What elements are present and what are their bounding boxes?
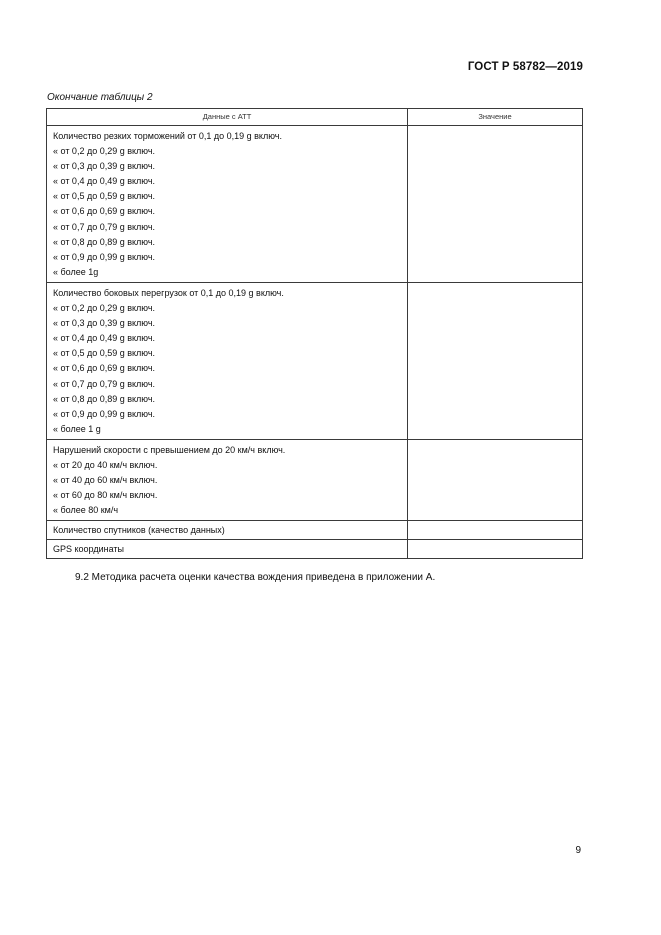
row-line: Количество боковых перегрузок от 0,1 до 0,19 g включ. [53,287,284,298]
row-value-cell [408,521,583,540]
table-header-row [47,109,583,126]
row-value-cell [408,126,583,283]
row-line: « от 60 до 80 км/ч включ. [53,490,158,501]
row-label-cell [47,521,408,540]
row-line: GPS координаты [53,544,125,555]
table-caption: Окончание таблицы 2 [47,92,153,103]
body-paragraph: 9.2 Методика расчета оценки качества вождения приведена в приложении А. [75,572,436,583]
table-row-speeding [47,439,583,520]
table-row-lateral-overload [47,282,583,439]
row-line: « от 0,8 до 0,89 g включ. [53,393,156,404]
row-value-cell [408,540,583,559]
row-line: « от 0,5 до 0,59 g включ. [53,191,156,202]
page-number: 9 [575,845,581,856]
row-line: « от 0,7 до 0,79 g включ. [53,378,156,389]
row-line: « от 40 до 60 км/ч включ. [53,475,158,486]
row-line: « от 0,6 до 0,69 g включ. [53,206,156,217]
row-line: « от 0,9 до 0,99 g включ. [53,408,156,419]
row-line: « от 0,4 до 0,49 g включ. [53,176,156,187]
data-table [46,108,583,559]
row-label-cell [47,126,408,283]
row-label-cell [47,540,408,559]
table-row-harsh-braking [47,126,583,283]
row-line: « от 0,2 до 0,29 g включ. [53,146,156,157]
standard-code: ГОСТ Р 58782—2019 [467,61,583,73]
table-row-satellites [47,521,583,540]
row-line: « более 80 км/ч [53,505,119,516]
row-line: « от 0,6 до 0,69 g включ. [53,363,156,374]
column-header-value: Значение [408,109,583,126]
row-line: « от 0,3 до 0,39 g включ. [53,161,156,172]
row-line: « от 0,4 до 0,49 g включ. [53,333,156,344]
row-value-cell [408,439,583,520]
row-line: « от 0,7 до 0,79 g включ. [53,221,156,232]
row-line: Количество спутников (качество данных) [53,525,225,536]
row-line: « от 0,9 до 0,99 g включ. [53,251,156,262]
table-row-gps [47,540,583,559]
row-value-cell [408,282,583,439]
row-label-cell [47,439,408,520]
row-line: Количество резких торможений от 0,1 до 0,19 g включ. [53,131,282,141]
row-line: « более 1g [53,266,99,277]
row-line: « от 0,5 до 0,59 g включ. [53,348,156,359]
row-label-cell [47,282,408,439]
row-line: « от 0,8 до 0,89 g включ. [53,236,156,247]
row-line: « более 1 g [53,423,101,434]
row-line: « от 20 до 40 км/ч включ. [53,459,158,470]
row-line: Нарушений скорости с превышением до 20 км/ч включ. [53,444,286,455]
column-header-data: Данные с АТТ [47,109,408,126]
row-line: « от 0,2 до 0,29 g включ. [53,303,156,314]
row-line: « от 0,3 до 0,39 g включ. [53,318,156,329]
